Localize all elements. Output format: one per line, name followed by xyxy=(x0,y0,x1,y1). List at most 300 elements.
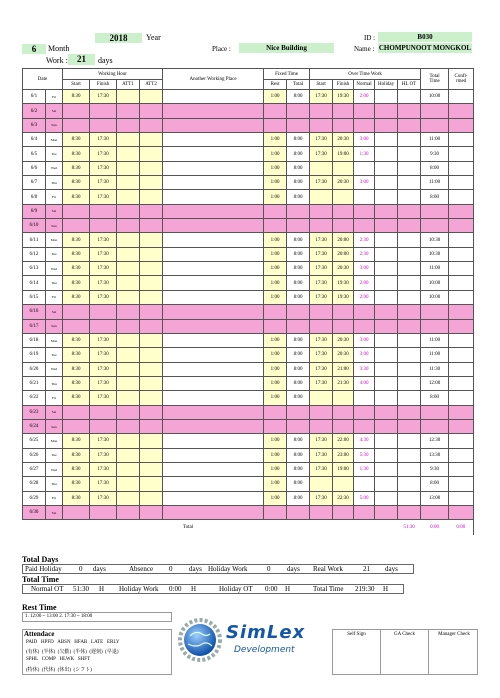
cell-start[interactable]: 8:30 xyxy=(63,391,90,405)
cell-ot-finish[interactable]: 19:30 xyxy=(333,90,354,104)
cell-finish[interactable] xyxy=(90,305,117,319)
cell-normal[interactable]: 3:30 xyxy=(354,362,375,376)
cell-att2[interactable] xyxy=(140,161,163,175)
name-value[interactable]: CHOMPUNOOT MONGKOL xyxy=(378,44,472,52)
cell-another-place[interactable] xyxy=(163,90,264,104)
cell-total[interactable] xyxy=(287,319,310,333)
cell-total-time[interactable]: 9:30 xyxy=(421,462,449,476)
cell-ot-finish[interactable] xyxy=(333,190,354,204)
cell-finish[interactable]: 17:30 xyxy=(90,376,117,390)
cell-finish[interactable]: 17:30 xyxy=(90,176,117,190)
cell-hl-ot[interactable] xyxy=(398,90,421,104)
cell-rest[interactable]: 1:00 xyxy=(264,161,287,175)
cell-confirmed[interactable] xyxy=(449,276,474,290)
cell-finish[interactable]: 17:30 xyxy=(90,276,117,290)
ga-check-box[interactable]: GA Check xyxy=(394,632,415,637)
cell-att2[interactable] xyxy=(140,190,163,204)
cell-holiday[interactable] xyxy=(375,362,398,376)
cell-hl-ot[interactable] xyxy=(398,348,421,362)
cell-att2[interactable] xyxy=(140,147,163,161)
cell-ot-start[interactable] xyxy=(310,118,333,132)
cell-confirmed[interactable] xyxy=(449,405,474,419)
cell-hl-ot[interactable] xyxy=(398,247,421,261)
cell-start[interactable]: 8:30 xyxy=(63,176,90,190)
cell-start[interactable] xyxy=(63,305,90,319)
cell-ot-finish[interactable]: 20:30 xyxy=(333,133,354,147)
cell-rest[interactable]: 1:00 xyxy=(264,276,287,290)
cell-finish[interactable]: 17:30 xyxy=(90,290,117,304)
cell-another-place[interactable] xyxy=(163,233,264,247)
cell-total[interactable]: 8:00 xyxy=(287,348,310,362)
paid-holiday-value[interactable]: 0 xyxy=(79,565,83,573)
cell-start[interactable]: 8:30 xyxy=(63,434,90,448)
cell-another-place[interactable] xyxy=(163,505,264,519)
cell-holiday[interactable] xyxy=(375,305,398,319)
cell-att1[interactable] xyxy=(117,104,140,118)
cell-att1[interactable] xyxy=(117,491,140,505)
cell-finish[interactable]: 17:30 xyxy=(90,434,117,448)
cell-confirmed[interactable] xyxy=(449,147,474,161)
cell-confirmed[interactable] xyxy=(449,219,474,233)
cell-total-time[interactable] xyxy=(421,204,449,218)
cell-another-place[interactable] xyxy=(163,434,264,448)
cell-finish[interactable]: 17:30 xyxy=(90,333,117,347)
cell-ot-finish[interactable] xyxy=(333,219,354,233)
cell-another-place[interactable] xyxy=(163,276,264,290)
cell-ot-finish[interactable] xyxy=(333,305,354,319)
cell-ot-start[interactable]: 17:30 xyxy=(310,147,333,161)
cell-total-time[interactable]: 10:30 xyxy=(421,233,449,247)
cell-att1[interactable] xyxy=(117,505,140,519)
cell-holiday[interactable] xyxy=(375,204,398,218)
cell-finish[interactable] xyxy=(90,104,117,118)
cell-holiday[interactable] xyxy=(375,262,398,276)
cell-finish[interactable]: 17:30 xyxy=(90,448,117,462)
cell-ot-finish[interactable] xyxy=(333,477,354,491)
cell-att1[interactable] xyxy=(117,462,140,476)
cell-ot-start[interactable] xyxy=(310,405,333,419)
cell-finish[interactable]: 17:30 xyxy=(90,362,117,376)
cell-holiday[interactable] xyxy=(375,333,398,347)
cell-att1[interactable] xyxy=(117,161,140,175)
cell-att1[interactable] xyxy=(117,262,140,276)
cell-another-place[interactable] xyxy=(163,176,264,190)
cell-att1[interactable] xyxy=(117,176,140,190)
cell-rest[interactable]: 1:00 xyxy=(264,133,287,147)
cell-holiday[interactable] xyxy=(375,90,398,104)
cell-holiday[interactable] xyxy=(375,391,398,405)
cell-rest[interactable]: 1:00 xyxy=(264,176,287,190)
cell-holiday[interactable] xyxy=(375,276,398,290)
cell-total-time[interactable]: 11:00 xyxy=(421,262,449,276)
cell-rest[interactable]: 1:00 xyxy=(264,262,287,276)
cell-att1[interactable] xyxy=(117,290,140,304)
cell-another-place[interactable] xyxy=(163,161,264,175)
cell-att2[interactable] xyxy=(140,118,163,132)
cell-hl-ot[interactable] xyxy=(398,161,421,175)
cell-total-time[interactable] xyxy=(421,118,449,132)
cell-rest[interactable] xyxy=(264,505,287,519)
cell-start[interactable]: 8:30 xyxy=(63,161,90,175)
cell-ot-finish[interactable]: 20:00 xyxy=(333,233,354,247)
cell-total[interactable] xyxy=(287,305,310,319)
self-sign-box[interactable]: Self Sign xyxy=(347,632,366,637)
cell-att2[interactable] xyxy=(140,204,163,218)
cell-confirmed[interactable] xyxy=(449,133,474,147)
cell-holiday[interactable] xyxy=(375,133,398,147)
cell-rest[interactable] xyxy=(264,204,287,218)
cell-total-time[interactable]: 10:00 xyxy=(421,290,449,304)
cell-another-place[interactable] xyxy=(163,204,264,218)
cell-rest[interactable]: 1:00 xyxy=(264,477,287,491)
cell-holiday[interactable] xyxy=(375,104,398,118)
cell-ot-finish[interactable]: 19:30 xyxy=(333,290,354,304)
cell-holiday[interactable] xyxy=(375,462,398,476)
cell-finish[interactable] xyxy=(90,405,117,419)
cell-confirmed[interactable] xyxy=(449,376,474,390)
cell-att1[interactable] xyxy=(117,391,140,405)
cell-rest[interactable]: 1:00 xyxy=(264,376,287,390)
cell-another-place[interactable] xyxy=(163,405,264,419)
year-value[interactable]: 2018 xyxy=(95,33,142,43)
cell-confirmed[interactable] xyxy=(449,348,474,362)
cell-another-place[interactable] xyxy=(163,219,264,233)
cell-holiday[interactable] xyxy=(375,348,398,362)
cell-confirmed[interactable] xyxy=(449,333,474,347)
cell-normal[interactable] xyxy=(354,204,375,218)
cell-total-time[interactable]: 11:30 xyxy=(421,362,449,376)
cell-confirmed[interactable] xyxy=(449,233,474,247)
cell-start[interactable]: 8:30 xyxy=(63,233,90,247)
cell-hl-ot[interactable] xyxy=(398,190,421,204)
cell-att1[interactable] xyxy=(117,419,140,433)
cell-normal[interactable] xyxy=(354,477,375,491)
cell-rest[interactable] xyxy=(264,419,287,433)
cell-att1[interactable] xyxy=(117,133,140,147)
cell-total-time[interactable] xyxy=(421,219,449,233)
cell-total[interactable]: 8:00 xyxy=(287,90,310,104)
cell-ot-start[interactable] xyxy=(310,305,333,319)
cell-att2[interactable] xyxy=(140,290,163,304)
cell-confirmed[interactable] xyxy=(449,104,474,118)
cell-ot-finish[interactable] xyxy=(333,391,354,405)
cell-normal[interactable]: 2:00 xyxy=(354,276,375,290)
cell-ot-start[interactable]: 17:30 xyxy=(310,276,333,290)
cell-rest[interactable] xyxy=(264,405,287,419)
cell-total-time[interactable]: 8:00 xyxy=(421,477,449,491)
cell-normal[interactable]: 5:00 xyxy=(354,491,375,505)
cell-holiday[interactable] xyxy=(375,405,398,419)
cell-ot-start[interactable] xyxy=(310,104,333,118)
cell-att2[interactable] xyxy=(140,419,163,433)
cell-hl-ot[interactable] xyxy=(398,276,421,290)
cell-total[interactable]: 8:00 xyxy=(287,491,310,505)
cell-att1[interactable] xyxy=(117,118,140,132)
cell-holiday[interactable] xyxy=(375,176,398,190)
cell-ot-start[interactable]: 17:30 xyxy=(310,462,333,476)
cell-hl-ot[interactable] xyxy=(398,104,421,118)
cell-normal[interactable]: 3:00 xyxy=(354,333,375,347)
cell-another-place[interactable] xyxy=(163,333,264,347)
cell-hl-ot[interactable] xyxy=(398,262,421,276)
cell-confirmed[interactable] xyxy=(449,90,474,104)
manager-check-box[interactable]: Manager Check xyxy=(438,632,470,637)
cell-ot-finish[interactable]: 20:30 xyxy=(333,333,354,347)
cell-confirmed[interactable] xyxy=(449,262,474,276)
cell-ot-finish[interactable]: 19:30 xyxy=(333,276,354,290)
cell-att2[interactable] xyxy=(140,405,163,419)
cell-start[interactable]: 8:30 xyxy=(63,448,90,462)
cell-hl-ot[interactable] xyxy=(398,290,421,304)
cell-ot-finish[interactable] xyxy=(333,161,354,175)
cell-ot-start[interactable]: 17:30 xyxy=(310,233,333,247)
cell-ot-start[interactable]: 17:30 xyxy=(310,290,333,304)
cell-normal[interactable] xyxy=(354,305,375,319)
cell-att2[interactable] xyxy=(140,176,163,190)
cell-start[interactable]: 8:30 xyxy=(63,462,90,476)
cell-another-place[interactable] xyxy=(163,190,264,204)
cell-finish[interactable]: 17:30 xyxy=(90,491,117,505)
cell-another-place[interactable] xyxy=(163,133,264,147)
cell-holiday[interactable] xyxy=(375,419,398,433)
cell-total[interactable]: 8:00 xyxy=(287,477,310,491)
cell-hl-ot[interactable] xyxy=(398,391,421,405)
cell-start[interactable]: 8:30 xyxy=(63,348,90,362)
cell-ot-start[interactable]: 17:30 xyxy=(310,133,333,147)
cell-total[interactable]: 8:00 xyxy=(287,434,310,448)
cell-total-time[interactable] xyxy=(421,319,449,333)
cell-finish[interactable]: 17:30 xyxy=(90,133,117,147)
cell-total-time[interactable] xyxy=(421,505,449,519)
cell-finish[interactable]: 17:30 xyxy=(90,247,117,261)
cell-rest[interactable]: 1:00 xyxy=(264,362,287,376)
cell-start[interactable] xyxy=(63,104,90,118)
cell-ot-start[interactable]: 17:30 xyxy=(310,434,333,448)
holiday-ot-value[interactable]: 0:00 xyxy=(265,585,278,593)
cell-rest[interactable] xyxy=(264,305,287,319)
cell-ot-start[interactable] xyxy=(310,204,333,218)
cell-ot-finish[interactable]: 21:00 xyxy=(333,362,354,376)
cell-att1[interactable] xyxy=(117,434,140,448)
cell-ot-start[interactable]: 17:30 xyxy=(310,376,333,390)
cell-total[interactable]: 8:00 xyxy=(287,276,310,290)
cell-ot-finish[interactable] xyxy=(333,319,354,333)
cell-total[interactable]: 8:00 xyxy=(287,147,310,161)
cell-total[interactable]: 8:00 xyxy=(287,247,310,261)
cell-confirmed[interactable] xyxy=(449,362,474,376)
cell-another-place[interactable] xyxy=(163,376,264,390)
cell-another-place[interactable] xyxy=(163,290,264,304)
cell-confirmed[interactable] xyxy=(449,118,474,132)
cell-ot-start[interactable] xyxy=(310,505,333,519)
cell-holiday[interactable] xyxy=(375,190,398,204)
cell-holiday[interactable] xyxy=(375,247,398,261)
cell-holiday[interactable] xyxy=(375,147,398,161)
cell-finish[interactable]: 17:30 xyxy=(90,462,117,476)
cell-finish[interactable]: 17:30 xyxy=(90,391,117,405)
cell-total[interactable]: 8:00 xyxy=(287,391,310,405)
cell-normal[interactable]: 3:00 xyxy=(354,262,375,276)
cell-start[interactable] xyxy=(63,505,90,519)
real-work-value[interactable]: 21 xyxy=(363,565,370,573)
cell-hl-ot[interactable] xyxy=(398,362,421,376)
cell-att2[interactable] xyxy=(140,491,163,505)
cell-total-time[interactable]: 8:00 xyxy=(421,391,449,405)
cell-att2[interactable] xyxy=(140,104,163,118)
cell-rest[interactable]: 1:00 xyxy=(264,391,287,405)
cell-att1[interactable] xyxy=(117,190,140,204)
cell-confirmed[interactable] xyxy=(449,176,474,190)
cell-confirmed[interactable] xyxy=(449,247,474,261)
cell-ot-finish[interactable] xyxy=(333,118,354,132)
cell-finish[interactable]: 17:30 xyxy=(90,190,117,204)
cell-att2[interactable] xyxy=(140,133,163,147)
cell-ot-finish[interactable] xyxy=(333,505,354,519)
cell-total[interactable]: 8:00 xyxy=(287,290,310,304)
cell-total[interactable]: 8:00 xyxy=(287,233,310,247)
work-days-value[interactable]: 21 xyxy=(68,54,95,65)
cell-confirmed[interactable] xyxy=(449,419,474,433)
cell-start[interactable]: 8:30 xyxy=(63,290,90,304)
cell-rest[interactable]: 1:00 xyxy=(264,147,287,161)
cell-normal[interactable]: 1:30 xyxy=(354,462,375,476)
cell-normal[interactable] xyxy=(354,391,375,405)
cell-confirmed[interactable] xyxy=(449,491,474,505)
cell-hl-ot[interactable] xyxy=(398,133,421,147)
cell-finish[interactable] xyxy=(90,219,117,233)
cell-confirmed[interactable] xyxy=(449,434,474,448)
cell-total-time[interactable]: 12:30 xyxy=(421,434,449,448)
cell-confirmed[interactable] xyxy=(449,391,474,405)
cell-att2[interactable] xyxy=(140,90,163,104)
cell-rest[interactable] xyxy=(264,319,287,333)
cell-hl-ot[interactable] xyxy=(398,477,421,491)
cell-another-place[interactable] xyxy=(163,262,264,276)
holiday-work-value[interactable]: 0 xyxy=(267,565,271,573)
id-value[interactable]: B030 xyxy=(378,32,472,42)
cell-rest[interactable]: 1:00 xyxy=(264,247,287,261)
cell-total[interactable]: 8:00 xyxy=(287,161,310,175)
cell-total-time[interactable]: 10:00 xyxy=(421,276,449,290)
cell-total-time[interactable]: 9:30 xyxy=(421,147,449,161)
cell-another-place[interactable] xyxy=(163,448,264,462)
cell-ot-start[interactable] xyxy=(310,391,333,405)
cell-another-place[interactable] xyxy=(163,391,264,405)
cell-ot-finish[interactable]: 20:30 xyxy=(333,176,354,190)
cell-normal[interactable]: 4:30 xyxy=(354,434,375,448)
cell-finish[interactable] xyxy=(90,419,117,433)
total-time-value[interactable]: 219:30 xyxy=(355,585,375,593)
cell-finish[interactable]: 17:30 xyxy=(90,233,117,247)
cell-normal[interactable]: 3:00 xyxy=(354,133,375,147)
cell-start[interactable]: 8:30 xyxy=(63,247,90,261)
cell-total-time[interactable] xyxy=(421,104,449,118)
cell-ot-finish[interactable]: 20:30 xyxy=(333,262,354,276)
cell-att1[interactable] xyxy=(117,405,140,419)
cell-ot-start[interactable]: 17:30 xyxy=(310,247,333,261)
cell-another-place[interactable] xyxy=(163,462,264,476)
cell-ot-finish[interactable]: 22:30 xyxy=(333,491,354,505)
cell-ot-finish[interactable] xyxy=(333,405,354,419)
cell-rest[interactable]: 1:00 xyxy=(264,434,287,448)
cell-holiday[interactable] xyxy=(375,161,398,175)
cell-ot-finish[interactable]: 19:00 xyxy=(333,147,354,161)
cell-hl-ot[interactable] xyxy=(398,233,421,247)
cell-another-place[interactable] xyxy=(163,305,264,319)
cell-total-time[interactable] xyxy=(421,305,449,319)
cell-start[interactable]: 8:30 xyxy=(63,333,90,347)
cell-att2[interactable] xyxy=(140,333,163,347)
cell-total[interactable]: 8:00 xyxy=(287,190,310,204)
cell-rest[interactable] xyxy=(264,104,287,118)
cell-total[interactable]: 8:00 xyxy=(287,376,310,390)
cell-total[interactable]: 8:00 xyxy=(287,262,310,276)
cell-holiday[interactable] xyxy=(375,233,398,247)
cell-confirmed[interactable] xyxy=(449,190,474,204)
cell-att2[interactable] xyxy=(140,462,163,476)
cell-att1[interactable] xyxy=(117,333,140,347)
cell-ot-finish[interactable] xyxy=(333,419,354,433)
cell-hl-ot[interactable] xyxy=(398,419,421,433)
cell-att2[interactable] xyxy=(140,448,163,462)
cell-total-time[interactable]: 8:00 xyxy=(421,190,449,204)
cell-holiday[interactable] xyxy=(375,505,398,519)
cell-hl-ot[interactable] xyxy=(398,491,421,505)
cell-normal[interactable] xyxy=(354,190,375,204)
cell-finish[interactable]: 17:30 xyxy=(90,147,117,161)
cell-total[interactable]: 8:00 xyxy=(287,333,310,347)
cell-start[interactable]: 8:30 xyxy=(63,362,90,376)
cell-total-time[interactable]: 11:00 xyxy=(421,133,449,147)
cell-another-place[interactable] xyxy=(163,477,264,491)
cell-holiday[interactable] xyxy=(375,118,398,132)
cell-total-time[interactable]: 11:00 xyxy=(421,348,449,362)
cell-total-time[interactable]: 12:00 xyxy=(421,376,449,390)
cell-start[interactable] xyxy=(63,219,90,233)
cell-total-time[interactable]: 13:00 xyxy=(421,491,449,505)
holiday-work-hours-value[interactable]: 0:00 xyxy=(169,585,182,593)
cell-total[interactable]: 8:00 xyxy=(287,448,310,462)
cell-confirmed[interactable] xyxy=(449,305,474,319)
cell-another-place[interactable] xyxy=(163,147,264,161)
cell-att2[interactable] xyxy=(140,305,163,319)
cell-att2[interactable] xyxy=(140,233,163,247)
cell-ot-start[interactable]: 17:30 xyxy=(310,491,333,505)
cell-another-place[interactable] xyxy=(163,348,264,362)
cell-ot-start[interactable]: 17:30 xyxy=(310,262,333,276)
cell-normal[interactable]: 2:30 xyxy=(354,233,375,247)
cell-normal[interactable] xyxy=(354,405,375,419)
cell-att1[interactable] xyxy=(117,233,140,247)
cell-rest[interactable]: 1:00 xyxy=(264,491,287,505)
cell-hl-ot[interactable] xyxy=(398,219,421,233)
cell-ot-start[interactable] xyxy=(310,419,333,433)
cell-ot-finish[interactable] xyxy=(333,104,354,118)
cell-hl-ot[interactable] xyxy=(398,448,421,462)
cell-normal[interactable]: 2:30 xyxy=(354,247,375,261)
cell-att2[interactable] xyxy=(140,348,163,362)
cell-rest[interactable] xyxy=(264,219,287,233)
cell-confirmed[interactable] xyxy=(449,477,474,491)
cell-att2[interactable] xyxy=(140,391,163,405)
cell-holiday[interactable] xyxy=(375,219,398,233)
cell-rest[interactable]: 1:00 xyxy=(264,448,287,462)
cell-confirmed[interactable] xyxy=(449,505,474,519)
cell-finish[interactable]: 17:30 xyxy=(90,90,117,104)
cell-finish[interactable] xyxy=(90,319,117,333)
cell-finish[interactable]: 17:30 xyxy=(90,477,117,491)
cell-att1[interactable] xyxy=(117,219,140,233)
